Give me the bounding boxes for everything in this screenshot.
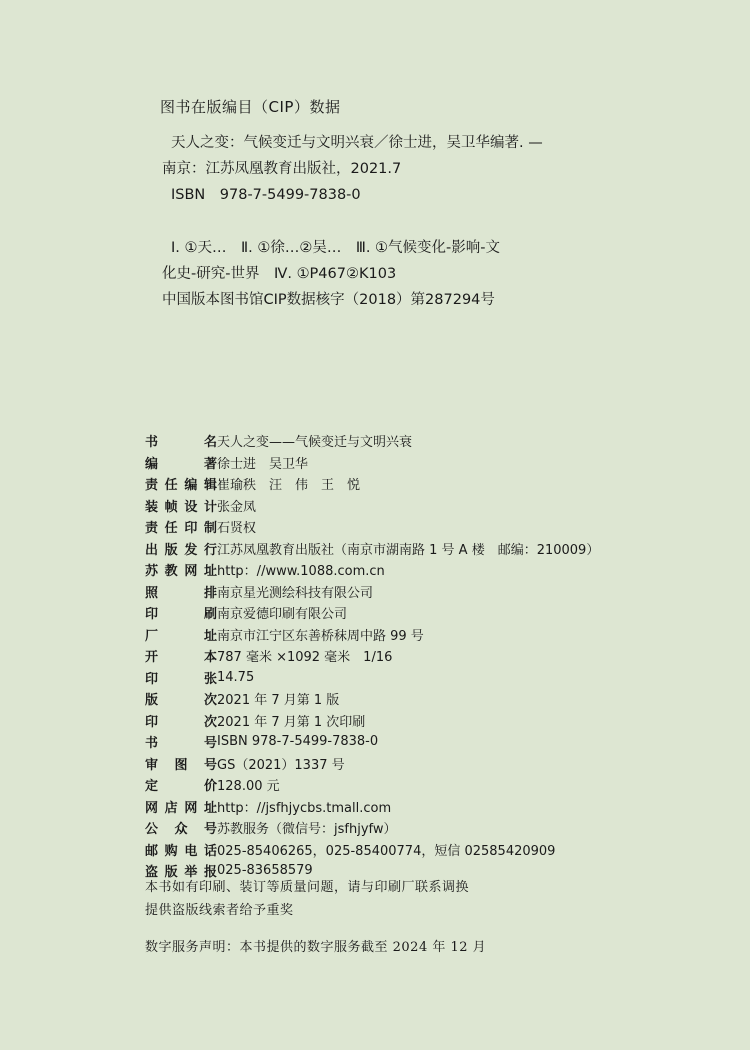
info-row-wechat (145, 817, 599, 839)
info-value: 南京爱德印刷有限公司 (217, 607, 348, 623)
info-row-website (145, 559, 599, 581)
publication-info (145, 430, 599, 882)
info-row-edition (145, 688, 599, 710)
info-label: 定价 (145, 779, 217, 795)
info-row-print-supervisor (145, 516, 599, 538)
info-value: 128.00 元 (217, 779, 280, 795)
info-value: http：//jsfhjycbs.tmall.com (217, 800, 392, 816)
info-label: 苏教网址 (145, 564, 217, 580)
info-label: 印刷 (145, 607, 217, 623)
info-label: 责任印制 (145, 521, 217, 537)
info-row-title (145, 430, 599, 452)
info-row-sheets (145, 667, 599, 689)
info-value: 江苏凤凰教育出版社（南京市湖南路 1 号 A 楼 邮编：210009） (217, 542, 600, 558)
info-value: 徐士进 吴卫华 (217, 456, 309, 472)
info-label: 编著 (145, 456, 217, 472)
info-row-printer (145, 602, 599, 624)
info-label: 盗版举报 (145, 865, 217, 881)
info-row-typesetting (145, 581, 599, 603)
info-value: 张金凤 (217, 499, 257, 515)
digital-service-notice: 数字服务声明：本书提供的数字服务截至 2024 年 12 月 (145, 940, 487, 955)
info-value: 南京星光测绘科技有限公司 (217, 585, 374, 601)
info-value: 崔瑜秩 汪 伟 王 悦 (217, 478, 361, 494)
cip-line: 南京：江苏凤凰教育出版社，2021.7 (162, 161, 402, 177)
cip-heading: 图书在版编目（CIP）数据 (160, 98, 341, 116)
info-label: 网店网址 (145, 800, 217, 816)
info-value: 025-83658579 (217, 863, 313, 879)
info-row-design (145, 495, 599, 517)
info-value: 南京市江宁区东善桥秣周中路 99 号 (217, 628, 424, 644)
info-value: GS（2021）1337 号 (217, 757, 345, 773)
info-label: 责任编辑 (145, 478, 217, 494)
info-value: 苏教服务（微信号：jsfhjyfw） (217, 822, 397, 838)
cip-line: ISBN 978-7-5499-7838-0 (171, 187, 361, 203)
info-label: 装帧设计 (145, 499, 217, 515)
info-label: 版次 (145, 693, 217, 709)
info-row-publisher (145, 538, 599, 560)
piracy-reward-notice: 提供盗版线索者给予重奖 (145, 903, 294, 918)
cip-line: 化史-研究-世界 Ⅳ. ①P467②K103 (162, 266, 397, 282)
info-row-factory-address (145, 624, 599, 646)
info-value: http：//www.1088.com.cn (217, 564, 385, 580)
cip-line: 中国版本图书馆CIP数据核字（2018）第287294号 (162, 292, 495, 308)
info-value: 天人之变——气候变迁与文明兴衰 (217, 435, 413, 451)
info-row-price (145, 774, 599, 796)
info-label: 开本 (145, 650, 217, 666)
info-value: 2021 年 7 月第 1 次印刷 (217, 714, 366, 730)
info-value: 14.75 (217, 669, 255, 685)
info-value: ISBN 978-7-5499-7838-0 (217, 734, 379, 750)
info-label: 审图号 (145, 757, 217, 773)
info-value: 787 毫米 ×1092 毫米 1/16 (217, 650, 393, 666)
info-row-isbn (145, 731, 599, 753)
info-label: 厂址 (145, 628, 217, 644)
info-label: 书号 (145, 736, 217, 752)
info-label: 书名 (145, 435, 217, 451)
info-label: 公众号 (145, 822, 217, 838)
quality-notice: 本书如有印刷、装订等质量问题，请与印刷厂联系调换 (145, 880, 470, 895)
info-value: 025-85406265，025-85400774，短信 02585420909 (217, 843, 556, 859)
cip-line: 天人之变：气候变迁与文明兴衰／徐士进，吴卫华编著. — (171, 135, 543, 151)
info-label: 印次 (145, 714, 217, 730)
info-row-editor (145, 473, 599, 495)
info-row-impression (145, 710, 599, 732)
cip-line: Ⅰ. ①天… Ⅱ. ①徐…②吴… Ⅲ. ①气候变化-影响-文 (171, 240, 501, 256)
info-label: 出版发行 (145, 542, 217, 558)
info-value: 石贤权 (217, 521, 257, 537)
info-row-map-approval (145, 753, 599, 775)
info-row-author (145, 452, 599, 474)
info-row-format (145, 645, 599, 667)
info-label: 印张 (145, 671, 217, 687)
info-label: 邮购电话 (145, 843, 217, 859)
info-value: 2021 年 7 月第 1 版 (217, 693, 340, 709)
info-label: 照排 (145, 585, 217, 601)
info-row-mail-order (145, 839, 599, 861)
info-row-online-store (145, 796, 599, 818)
